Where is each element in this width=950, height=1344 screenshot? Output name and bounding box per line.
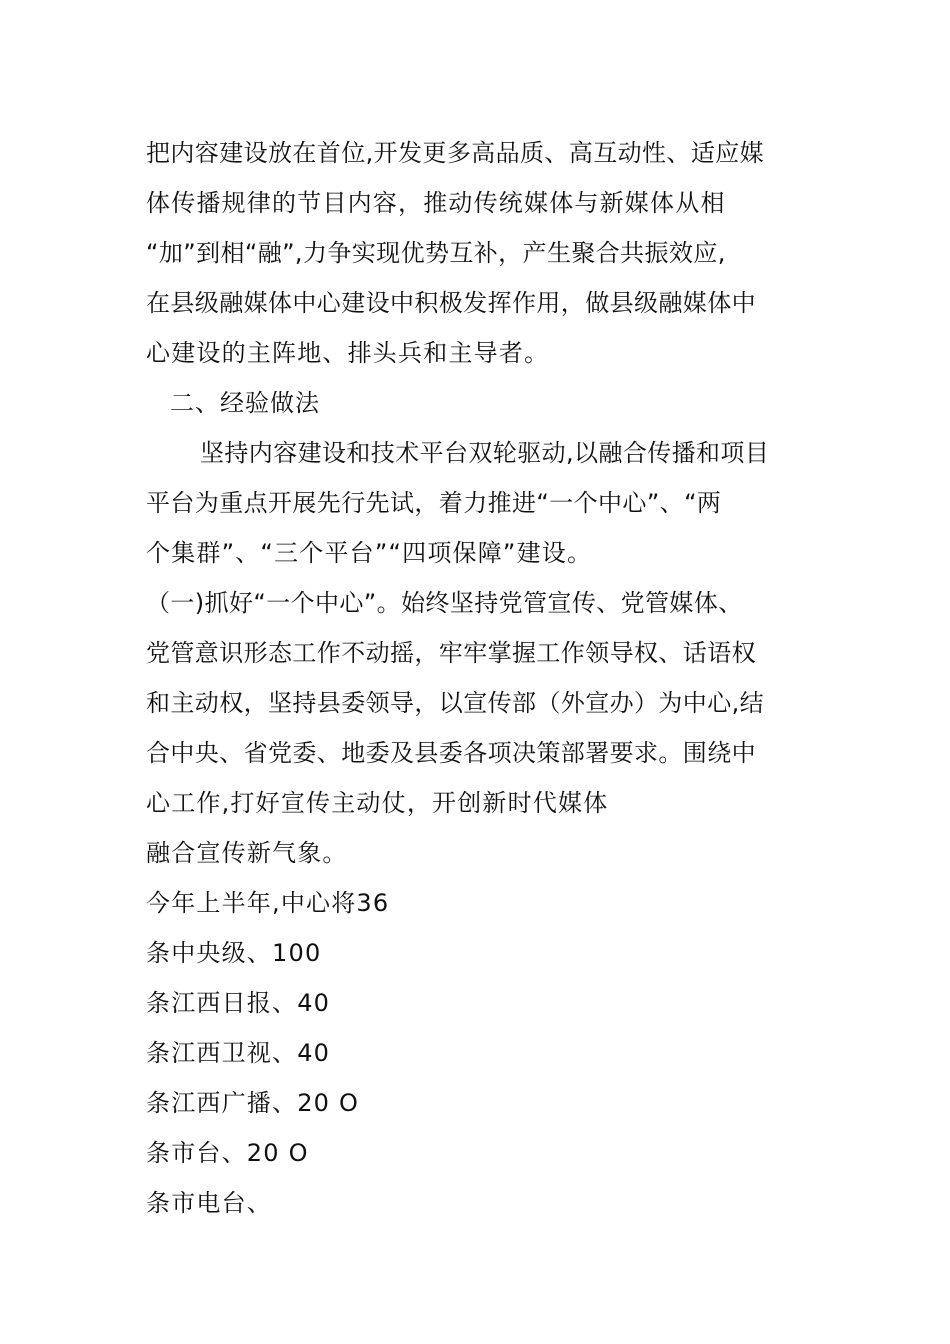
paragraph-line: 党管意识形态工作不动摇，牢牢掌握工作领导权、话语权 bbox=[146, 639, 756, 667]
paragraph-line: 今年上半年,中心将36 bbox=[146, 889, 390, 917]
section-heading: 二、经验做法 bbox=[170, 389, 320, 417]
document-page bbox=[146, 128, 826, 1228]
paragraph-line: 条市台、20 O bbox=[146, 1139, 309, 1167]
paragraph-line: 心工作,打好宣传主动仗，开创新时代媒体 bbox=[146, 789, 609, 817]
paragraph-line: 条市电台、 bbox=[146, 1189, 272, 1217]
paragraph-line: 融合宣传新气象。 bbox=[146, 839, 348, 867]
paragraph-line: 体传播规律的节目内容，推动传统媒体与新媒体从相 bbox=[146, 189, 726, 217]
paragraph-line: 和主动权，坚持县委领导，以宣传部（外宣办）为中心,结 bbox=[146, 689, 765, 717]
paragraph-line: 条江西日报、40 bbox=[146, 989, 331, 1017]
paragraph-line: “加”到相“融”,力争实现优势互补，产生聚合共振效应, bbox=[146, 239, 726, 267]
subsection-heading-line: （一)抓好“一个中心”。始终坚持党管宣传、党管媒体、 bbox=[146, 589, 743, 617]
paragraph-line: 心建设的主阵地、排头兵和主导者。 bbox=[146, 339, 550, 367]
paragraph-line: 条中央级、100 bbox=[146, 939, 322, 967]
paragraph-line: 合中央、省党委、地委及县委各项决策部署要求。围绕中 bbox=[146, 739, 756, 767]
paragraph-line: 在县级融媒体中心建设中积极发挥作用，做县级融媒体中 bbox=[146, 289, 756, 317]
paragraph-line: 条江西广播、20 O bbox=[146, 1089, 360, 1117]
paragraph-line: 把内容建设放在首位,开发更多高品质、高互动性、适应媒 bbox=[146, 139, 765, 167]
paragraph-line: 平台为重点开展先行先试，着力推进“一个中心”、“两 bbox=[146, 489, 722, 517]
paragraph-line: 坚持内容建设和技术平台双轮驱动,以融合传播和项目 bbox=[200, 439, 770, 467]
paragraph-line: 个集群”、“三个平台”“四项保障”建设。 bbox=[146, 539, 593, 567]
paragraph-line: 条江西卫视、40 bbox=[146, 1039, 331, 1067]
